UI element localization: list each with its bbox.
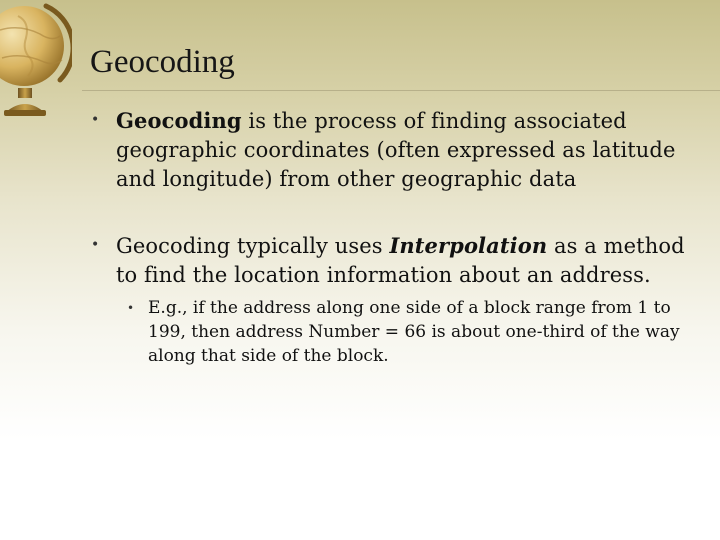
bold-term: Geocoding (116, 108, 242, 133)
sub-bullet-text: E.g., if the address along one side of a block range from 1 to 199, then address Number = 66 is about one-third of the way along that side of the block. (148, 298, 680, 366)
bullet-interpolation (88, 231, 698, 290)
slide-body (88, 106, 698, 368)
page-title: Geocoding (90, 44, 235, 80)
sub-bullet-marker: • (127, 301, 135, 315)
emphasis-term: Interpolation (389, 233, 548, 258)
bullet-marker: • (91, 237, 100, 253)
bullet-marker: • (91, 112, 100, 128)
bullet-text-before: Geocoding typically uses (116, 234, 390, 258)
bullet-definition (88, 106, 698, 194)
bullet-text-after: as a method to find the location information about an address. (116, 234, 685, 287)
bullet-text: is the process of finding associated geographic coordinates (often expressed as latitude and longitude) from other geographic data (116, 109, 676, 191)
globe-icon (0, 0, 72, 118)
sub-bullet-example (127, 296, 688, 368)
title-divider (82, 90, 720, 91)
